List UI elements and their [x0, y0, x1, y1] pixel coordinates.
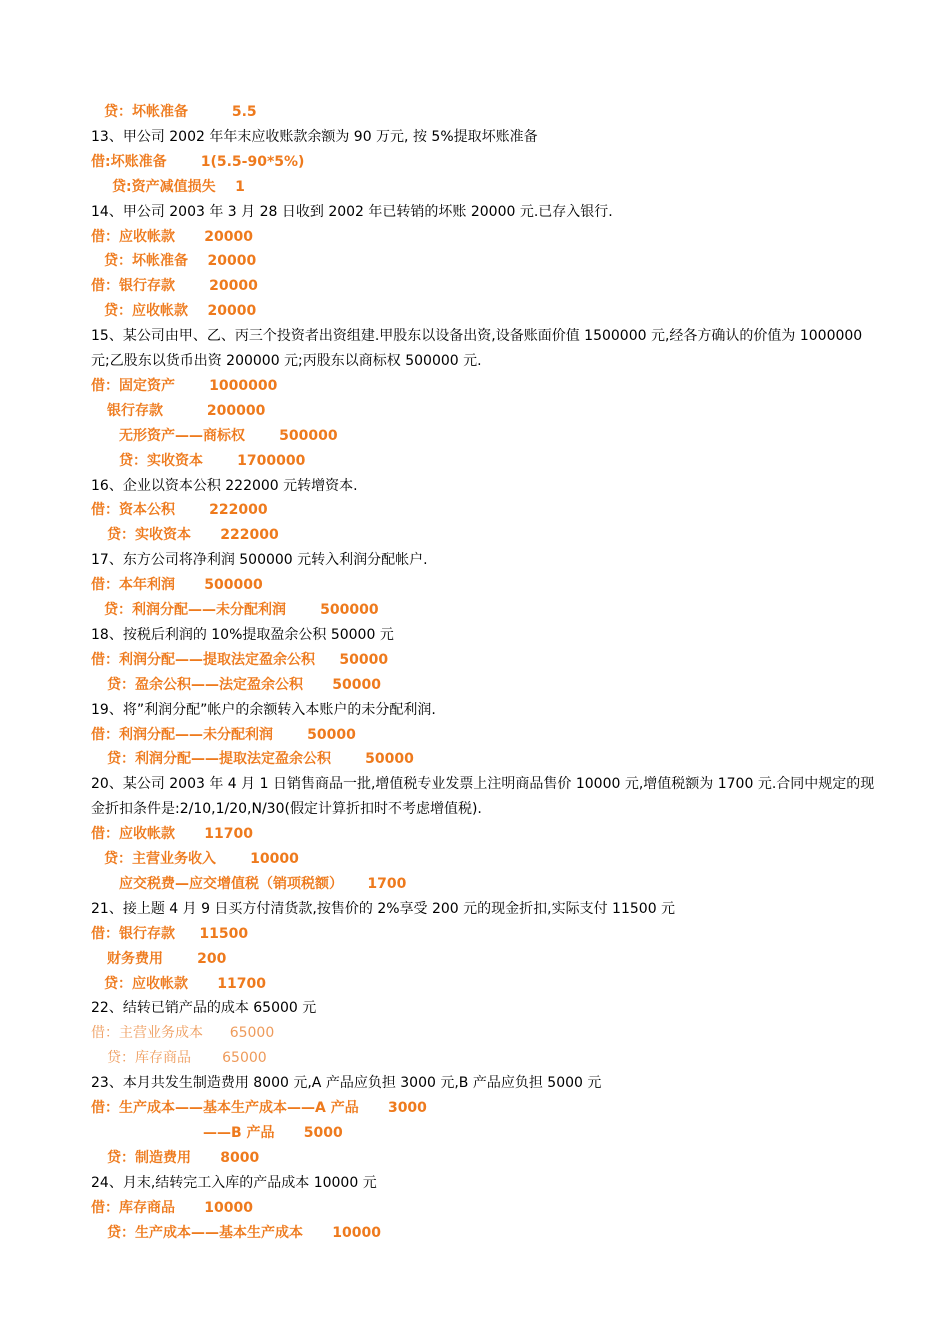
question-line: 21、接上题 4 月 9 日买方付清货款,按售价的 2%享受 200 元的现金折扣,实际支付 11500 元: [91, 901, 676, 917]
journal-entry-line: 借：固定资产 1000000: [91, 378, 278, 394]
journal-entry-line: 贷：主营业务收入 10000: [104, 851, 299, 867]
journal-entry-line: 借：主营业务成本 65000: [91, 1025, 275, 1041]
journal-entry-line: 财务费用 200: [107, 951, 227, 967]
question-line: 16、企业以资本公积 222000 元转增资本.: [91, 478, 358, 494]
question-line: 23、本月共发生制造费用 8000 元,A 产品应负担 3000 元,B 产品应负担 5000 元: [91, 1075, 602, 1091]
journal-entry-line: 贷：应收帐款 20000: [104, 303, 257, 319]
journal-entry-line: 贷：库存商品 65000: [107, 1050, 267, 1066]
journal-entry-line: 借：库存商品 10000: [91, 1200, 253, 1216]
journal-entry-line: 应交税费—应交增值税（销项税额） 1700: [119, 876, 407, 892]
journal-entry-line: 贷：利润分配——未分配利润 500000: [104, 602, 379, 618]
question-line: 18、按税后利润的 10%提取盈余公积 50000 元: [91, 627, 394, 643]
journal-entry-line: 借：银行存款 20000: [91, 278, 258, 294]
journal-entry-line: 无形资产——商标权 500000: [119, 428, 338, 444]
journal-entry-line: 贷:资产减值损失 1: [112, 179, 245, 195]
question-line: 15、某公司由甲、乙、丙三个投资者出资组建.甲股东以设备出资,设备账面价值 1500000 元,经各方确认的价值为 1000000: [91, 328, 863, 344]
question-line: 金折扣条件是:2/10,1/20,N/30(假定计算折扣时不考虑增值税).: [91, 801, 482, 817]
journal-entry-line: 贷：生产成本——基本生产成本 10000: [107, 1225, 381, 1241]
journal-entry-line: ——B 产品 5000: [203, 1125, 343, 1141]
journal-entry-line: 贷：实收资本 1700000: [119, 453, 306, 469]
journal-entry-line: 借：本年利润 500000: [91, 577, 263, 593]
journal-entry-line: 贷：坏帐准备 20000: [104, 253, 257, 269]
journal-entry-line: 借:坏账准备 1(5.5-90*5%): [91, 154, 305, 170]
journal-entry-line: 借：应收帐款 20000: [91, 229, 253, 245]
question-line: 24、月末,结转完工入库的产品成本 10000 元: [91, 1175, 377, 1191]
journal-entry-line: 借：应收帐款 11700: [91, 826, 253, 842]
journal-entry-line: 借：资本公积 222000: [91, 502, 268, 518]
question-line: 13、甲公司 2002 年年末应收账款余额为 90 万元, 按 5%提取坏账准备: [91, 129, 538, 145]
journal-entry-line: 借：利润分配——未分配利润 50000: [91, 727, 356, 743]
journal-entry-line: 借：银行存款 11500: [91, 926, 249, 942]
journal-entry-line: 贷：盈余公积——法定盈余公积 50000: [107, 677, 381, 693]
question-line: 22、结转已销产品的成本 65000 元: [91, 1000, 317, 1016]
question-line: 元;乙股东以货币出资 200000 元;丙股东以商标权 500000 元.: [91, 353, 482, 369]
journal-entry-line: 贷：应收帐款 11700: [104, 976, 266, 992]
question-line: 19、将”利润分配”帐户的余额转入本账户的未分配利润.: [91, 702, 436, 718]
question-line: 20、某公司 2003 年 4 月 1 日销售商品一批,增值税专业发票上注明商品售价 10000 元,增值税额为 1700 元.合同中规定的现: [91, 776, 875, 792]
journal-entry-line: 借：生产成本——基本生产成本——A 产品 3000: [91, 1100, 427, 1116]
journal-entry-line: 贷：制造费用 8000: [107, 1150, 260, 1166]
question-line: 14、甲公司 2003 年 3 月 28 日收到 2002 年已转销的坏账 20000 元.已存入银行.: [91, 204, 613, 220]
question-line: 17、东方公司将净利润 500000 元转入利润分配帐户.: [91, 552, 428, 568]
journal-entry-line: 贷：实收资本 222000: [107, 527, 279, 543]
journal-entry-line: 贷：坏帐准备 5.5: [104, 104, 257, 120]
journal-entry-line: 借：利润分配——提取法定盈余公积 50000: [91, 652, 389, 668]
journal-entry-line: 银行存款 200000: [107, 403, 266, 419]
journal-entry-line: 贷：利润分配——提取法定盈余公积 50000: [107, 751, 414, 767]
